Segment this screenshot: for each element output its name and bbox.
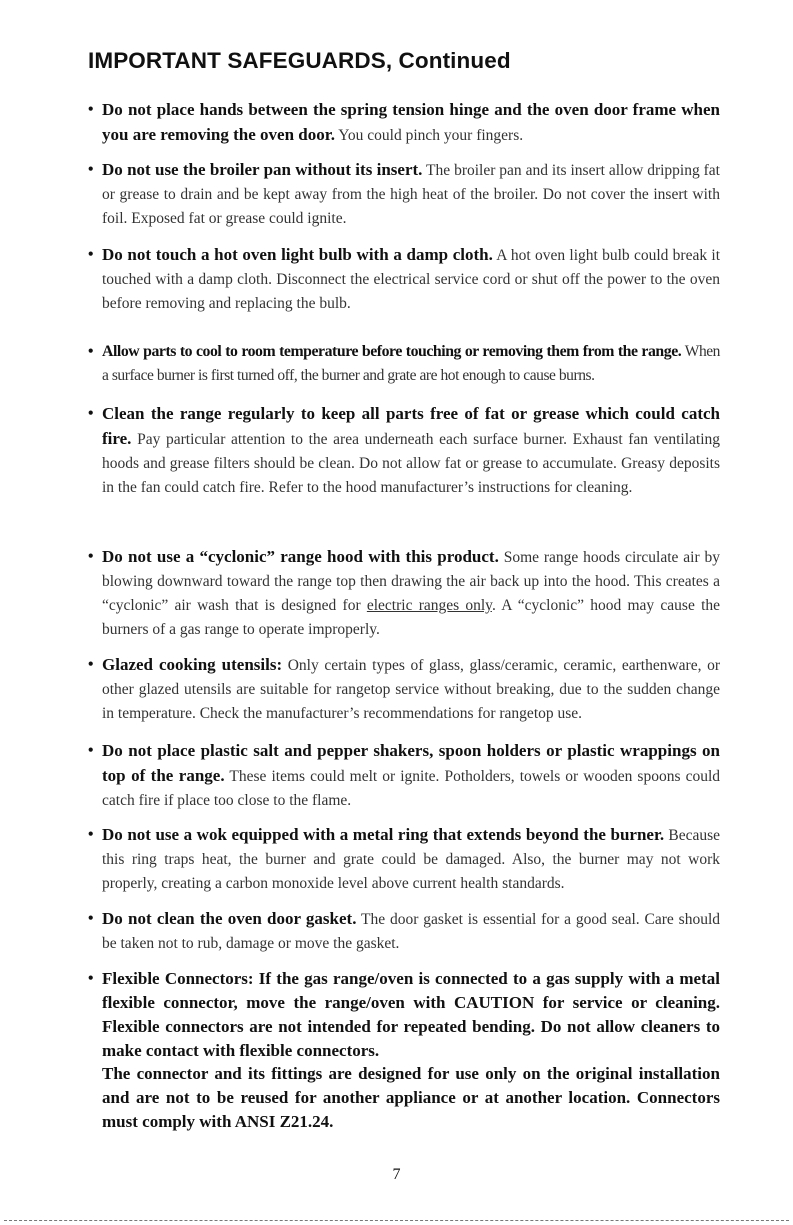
item-lead: Do not place hands between the spring tension hinge and the oven door frame when you are removing the oven door. — [102, 100, 720, 144]
item-body: These items could melt or ignite. Potholders, towels or wooden spoons could catch fire if place too close to the flame. — [102, 768, 721, 809]
item-lead: Flexible Connectors: If the gas range/oven is connected to a gas supply with a metal flexible connector, move the range/oven with CAUTION for service or cleaning. Flexible connectors are not intended for repeated bending. Do not allow cleaners to make contact with flexible connectors. — [102, 969, 720, 1060]
item-body: The broiler pan and its insert allow dripping fat or grease to drain and be kept away from the high heat of the broiler. Do not cover the insert with foil. Exposed fat or grease could ignite. — [102, 162, 720, 227]
bullet-icon: • — [88, 405, 94, 422]
item-body: Pay particular attention to the area underneath each surface burner. Exhaust fan ventilating hoods and grease filters should be clean. Do not allow fat or grease to accumulate. Greasy deposits in the fan could catch fire. Refer to the hood manufacturer’s instructions for cleaning. — [102, 431, 720, 496]
bullet-icon: • — [88, 548, 94, 565]
bullet-icon: • — [88, 742, 94, 759]
bullet-icon: • — [88, 970, 94, 987]
bullet-icon: • — [88, 101, 94, 118]
safeguard-item-broiler-pan — [88, 158, 720, 231]
page-title: IMPORTANT SAFEGUARDS, Continued — [88, 48, 511, 73]
item-body: Because this ring traps heat, the burner and grate could be damaged. Also, the burner may not work properly, creating a carbon monoxide level above current health standards. — [102, 827, 720, 892]
connector-notice — [88, 1062, 720, 1134]
bullet-icon: • — [88, 161, 94, 178]
item-body-underlined: electric ranges only — [366, 597, 492, 614]
item-lead: Glazed cooking utensils: — [102, 655, 283, 674]
safeguard-item-clean-range — [88, 402, 720, 500]
safeguard-item-glazed-utensils — [88, 653, 720, 726]
safeguard-item-door-gasket — [88, 907, 720, 956]
safeguard-item-wok — [88, 823, 720, 896]
item-lead: Clean the range regularly to keep all parts free of fat or grease which could catch fire. — [102, 404, 720, 448]
item-lead: Do not place plastic salt and pepper shakers, spoon holders or plastic wrappings on top of the range. — [102, 741, 720, 785]
item-lead: Allow parts to cool to room temperature before touching or removing them from the range. — [102, 343, 682, 360]
item-lead: Do not touch a hot oven light bulb with a damp cloth. — [102, 245, 493, 264]
item-lead: Do not use a wok equipped with a metal ring that extends beyond the burner. — [102, 825, 665, 844]
item-body: You could pinch your fingers. — [334, 127, 524, 144]
item-lead: Do not use the broiler pan without its insert. — [102, 160, 423, 179]
bullet-icon: • — [88, 910, 94, 927]
connector-notice-text: The connector and its fittings are designed for use only on the original installation and are not to be reused for another appliance or at another location. Connectors must comply with ANSI Z21.24. — [102, 1064, 720, 1131]
item-lead: Do not clean the oven door gasket. — [102, 909, 357, 928]
page-edge-divider — [4, 1220, 789, 1221]
bullet-icon: • — [88, 826, 94, 843]
item-body: Only certain types of glass, glass/ceramic, ceramic, earthenware, or other glazed utensils are suitable for rangetop service without breaking, due to the sudden change in temperature. Check the manufacturer’s recommendations for rangetop use. — [102, 657, 721, 722]
safeguard-item-plastic-items — [88, 739, 720, 813]
safeguard-item-hinge — [88, 98, 720, 148]
bullet-icon: • — [88, 343, 94, 360]
safeguard-item-light-bulb — [88, 243, 720, 316]
item-lead: Do not use a “cyclonic” range hood with this product. — [102, 547, 499, 566]
page-number: 7 — [392, 1166, 401, 1183]
bullet-icon: • — [88, 656, 94, 673]
safeguard-item-cool-parts — [88, 340, 720, 388]
item-body: A hot oven light bulb could break it touched with a damp cloth. Disconnect the electrical service cord or shut off the power to the oven before removing and replacing the bulb. — [102, 247, 721, 312]
item-body: When a surface burner is first turned off, the burner and grate are hot enough to cause burns. — [102, 343, 720, 384]
item-body: The door gasket is essential for a good seal. Care should be taken not to rub, damage or move the gasket. — [102, 911, 721, 952]
safeguard-item-flexible-connectors — [88, 967, 720, 1063]
item-body: Some range hoods circulate air by blowing downward toward the range top then drawing the air back up into the hood. This creates a “cyclonic” air wash that is designed for — [102, 549, 720, 614]
safeguard-item-cyclonic-hood — [88, 545, 720, 642]
bullet-icon: • — [88, 246, 94, 263]
item-body: . A “cyclonic” hood may cause the burners of a gas range to operate improperly. — [102, 597, 720, 638]
